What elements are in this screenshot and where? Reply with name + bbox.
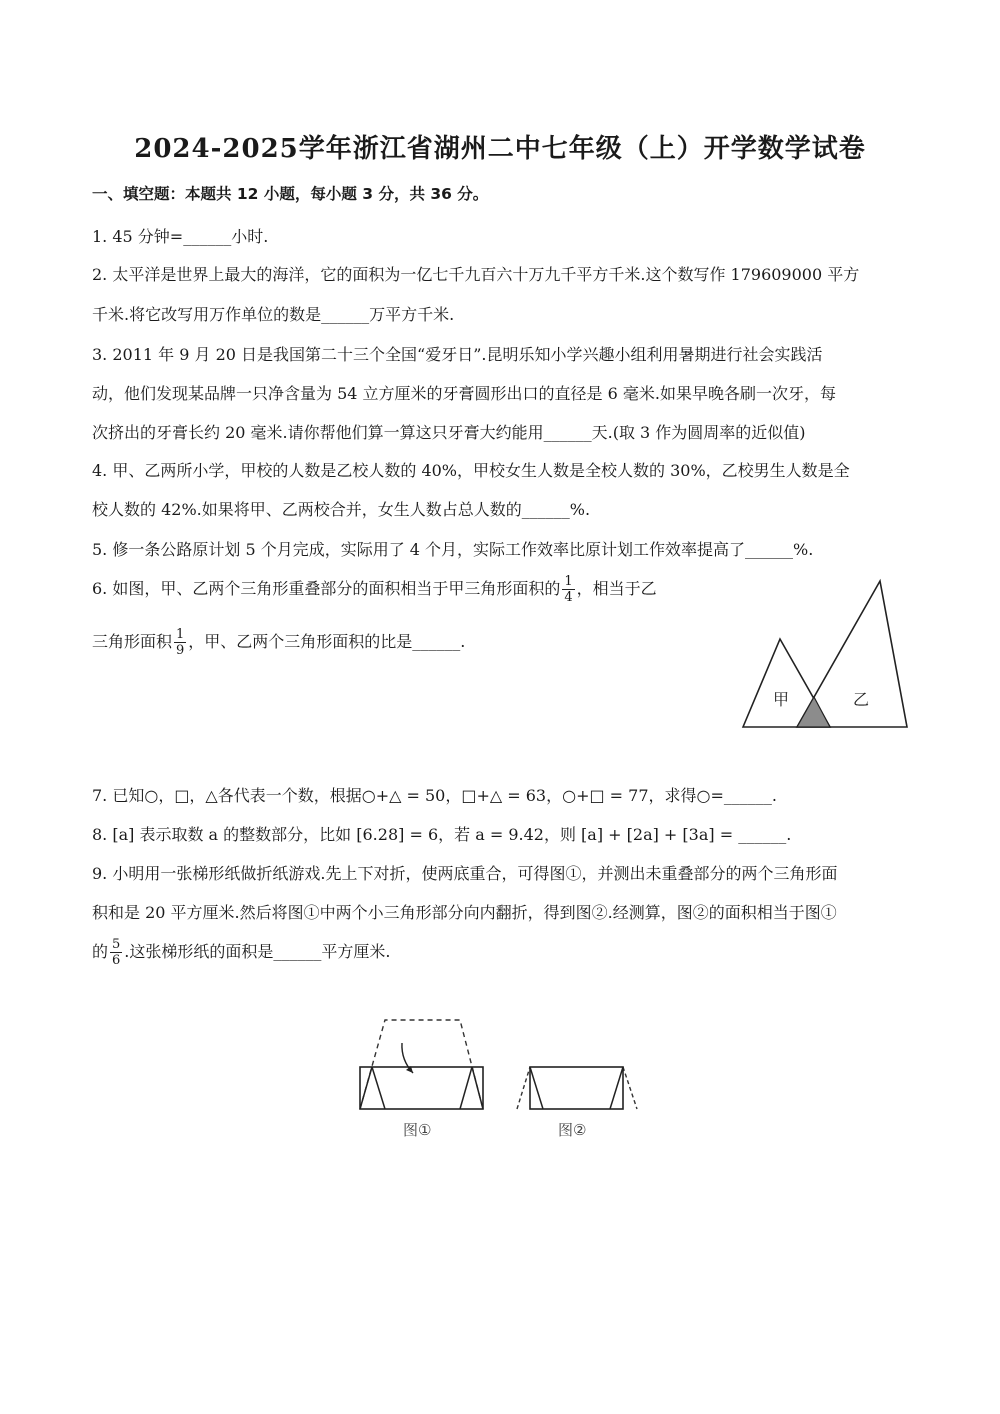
- fig2-caption: 图②: [558, 1121, 587, 1139]
- q9-fraction: [110, 937, 122, 968]
- q9-text-a: 的: [92, 942, 109, 961]
- question-3-line-3: 次挤出的牙膏长约 20 毫米.请你帮他们算一算这只牙膏大约能用______天.(取 3 作为圆周率的近似值): [92, 423, 806, 442]
- left-triangle-edge-2: [372, 1067, 385, 1109]
- fig1-caption: 图①: [403, 1121, 432, 1139]
- question-2-line-1: 2. 太平洋是世界上最大的海洋，它的面积为一亿七千九百六十万九千平方千米.这个数写作 179609000 平方: [92, 265, 860, 284]
- question-2-line-2: 千米.将它改写用万作单位的数是______万平方千米.: [92, 305, 455, 324]
- section-header: 一、填空题：本题共 12 小题，每小题 3 分，共 36 分。: [92, 185, 489, 203]
- question-5: 5. 修一条公路原计划 5 个月完成，实际用了 4 个月，实际工作效率比原计划工作效率提高了______%.: [92, 540, 814, 559]
- right-dashed-edge: [623, 1067, 637, 1109]
- triangles-figure: [735, 575, 915, 735]
- inner-right-edge: [610, 1067, 623, 1109]
- q6-text-d: ，甲、乙两个三角形面积的比是______.: [188, 632, 466, 651]
- question-9-line-2: 积和是 20 平方厘米.然后将图①中两个小三角形部分向内翻折，得到图②.经测算，图②的面积相当于图①: [92, 903, 837, 922]
- question-1: 1. 45 分钟=______小时.: [92, 227, 269, 246]
- question-6-line-1: [92, 574, 657, 605]
- page-title: 2024-2025学年浙江省湖州二中七年级（上）开学数学试卷: [134, 134, 866, 164]
- question-4-line-2: 校人数的 42%.如果将甲、乙两校合并，女生人数占总人数的______%.: [92, 500, 591, 519]
- q9-text-b: .这张梯形纸的面积是______平方厘米.: [124, 942, 391, 961]
- label-yi: 乙: [853, 690, 870, 709]
- question-7: 7. 已知○，□，△各代表一个数，根据○+△ = 50，□+△ = 63，○+□ = 77，求得○=______.: [92, 786, 777, 805]
- q6-text-c: 三角形面积: [92, 632, 173, 651]
- question-3-line-1: 3. 2011 年 9 月 20 日是我国第二十三个全国“爱牙日”.昆明乐知小学兴趣小组利用暑期进行社会实践活: [92, 345, 823, 364]
- question-3-line-2: 动，他们发现某品牌一只净含量为 54 立方厘米的牙膏圆形出口的直径是 6 毫米.如果早晚各刷一次牙，每: [92, 384, 836, 403]
- question-9-line-3: [92, 937, 390, 968]
- q6-fraction-1: [562, 574, 574, 605]
- question-9-line-1: 9. 小明用一张梯形纸做折纸游戏.先上下对折，使两底重合，可得图①，并测出未重叠部分的两个三角形面: [92, 864, 838, 883]
- q9-frac-num: 5: [112, 937, 121, 952]
- label-jia: 甲: [773, 690, 790, 709]
- left-dashed-edge: [517, 1067, 530, 1109]
- question-6-line-2: [92, 627, 465, 658]
- trapezoid-figure-2: [510, 1015, 650, 1145]
- q6-text-b: ，相当于乙: [576, 579, 657, 598]
- trapezoid-figure-1: [355, 1015, 490, 1145]
- folded-rectangle: [530, 1067, 623, 1109]
- question-4-line-1: 4. 甲、乙两所小学，甲校的人数是乙校人数的 40%，甲校女生人数是全校人数的 30%，乙校男生人数是全: [92, 461, 850, 480]
- q6-fraction-2: [174, 627, 186, 658]
- inner-left-edge: [530, 1067, 543, 1109]
- right-triangle-edge-1: [460, 1067, 472, 1109]
- overlap-region: [797, 697, 830, 727]
- right-triangle-edge-2: [472, 1067, 483, 1109]
- q6-frac1-num: 1: [564, 574, 573, 589]
- q9-frac-den: 6: [112, 953, 121, 968]
- left-triangle-edge-1: [360, 1067, 372, 1109]
- q6-frac1-den: 4: [564, 590, 573, 605]
- q6-frac2-num: 1: [176, 627, 185, 642]
- q6-text-a: 6. 如图，甲、乙两个三角形重叠部分的面积相当于甲三角形面积的: [92, 579, 561, 598]
- q6-frac2-den: 9: [176, 643, 185, 658]
- question-8: 8. [a] 表示取数 a 的整数部分，比如 [6.28] = 6，若 a = 9.42，则 [a] + [2a] + [3a] = ______.: [92, 825, 792, 844]
